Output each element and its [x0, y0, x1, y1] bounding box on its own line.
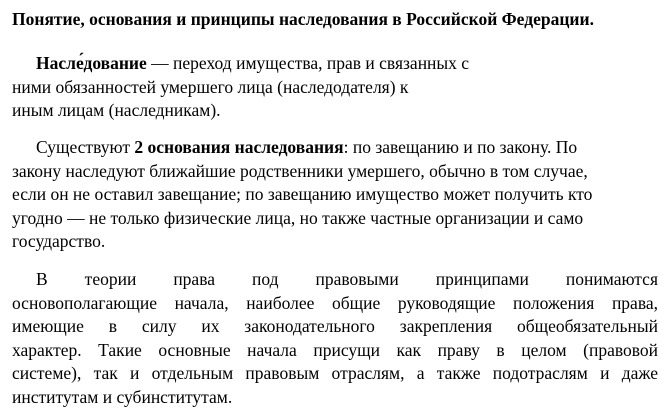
paragraph1-line1 — [12, 52, 532, 76]
paragraph1-line2: ними обязанностей умершего лица (наследодателя) к — [12, 76, 532, 100]
paragraph2-line1-end: : по завещанию и по закону. По — [344, 137, 578, 157]
document-title: Понятие, основания и принципы наследования в Российской Федерации. — [12, 9, 594, 30]
paragraph-legal-principles — [12, 268, 658, 409]
paragraph1-line1-text: — переход имущества, прав и связанных с — [147, 53, 469, 73]
term-inheritance: Насле́дование — [36, 53, 147, 73]
paragraph2-line1 — [12, 136, 662, 160]
paragraph3-line1: В теории права под правовыми принципами понимаются — [12, 268, 658, 292]
paragraph2-line2: закону наследуют ближайшие родственники умершего, обычно в том случае, — [12, 160, 662, 184]
paragraph-inheritance-grounds — [12, 136, 662, 254]
paragraph2-line3: если он не оставил завещание; по завещанию имущество может получить кто — [12, 183, 662, 207]
paragraph3-line2: основополагающие начала, наиболее общие руководящие положения права, — [12, 292, 658, 316]
paragraph-inheritance-definition — [12, 52, 532, 123]
paragraph3-line5: системе), так и отдельным правовым отраслям, а также подотраслям и даже — [12, 362, 658, 386]
paragraph2-line4: угодно — не только физические лица, но также частные организации и само — [12, 207, 662, 231]
paragraph1-line3: иным лицам (наследникам). — [12, 99, 532, 123]
paragraph3-line4: характер. Такие основные начала присущи как праву в целом (правовой — [12, 339, 658, 363]
term-grounds: 2 основания наследования — [134, 137, 343, 157]
paragraph3-line3: имеющие в силу их законодательного закрепления общеобязательный — [12, 315, 658, 339]
paragraph2-line1-start: Существуют — [36, 137, 134, 157]
paragraph2-line5: государство. — [12, 230, 662, 254]
paragraph3-line6: институтам и субинститутам. — [12, 386, 658, 409]
